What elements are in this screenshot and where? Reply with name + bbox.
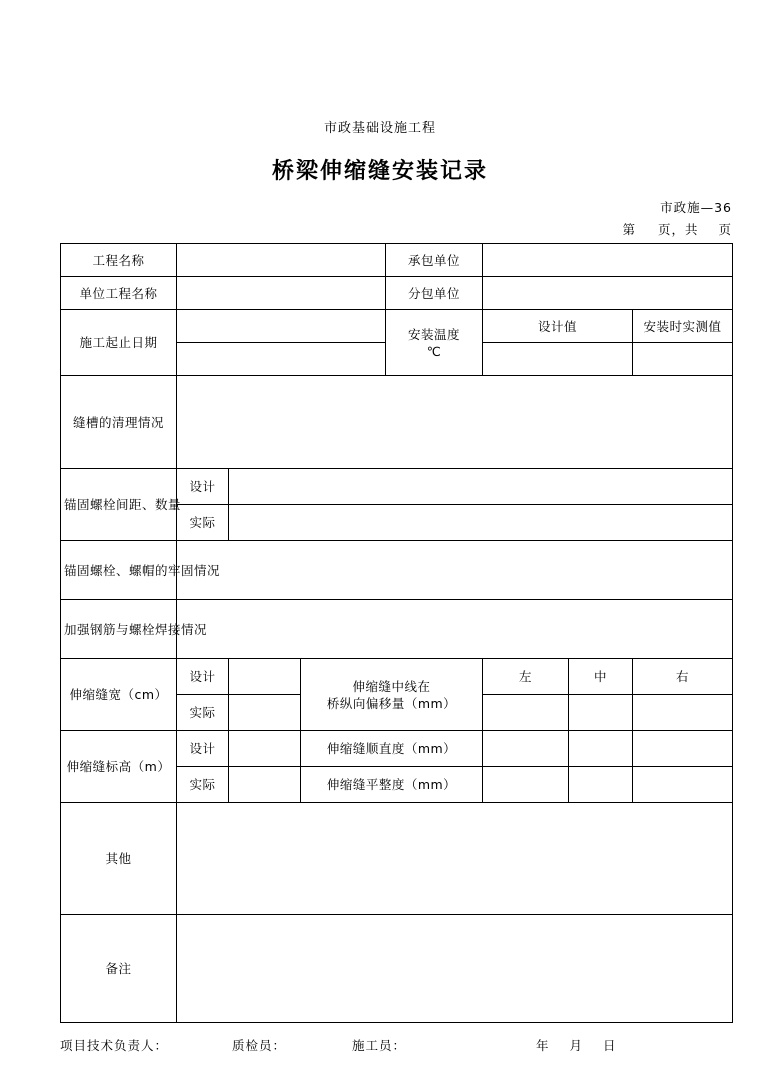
label-unit-project-name: 单位工程名称: [61, 277, 177, 310]
table-row-construction-dates-top: [61, 310, 733, 343]
document-header: [0, 120, 760, 187]
input-bolt-spacing-actual[interactable]: [229, 505, 733, 541]
form-code: 市政施—36: [660, 200, 732, 215]
label-joint-width-actual: 实际: [177, 695, 229, 731]
label-construction-dates: 施工起止日期: [61, 310, 177, 376]
table-row-rebar-welding: [61, 600, 733, 659]
input-straightness-right[interactable]: [633, 731, 733, 767]
footer-tech-lead[interactable]: 项目技术负责人：: [60, 1038, 169, 1053]
label-joint-elevation: 伸缩缝标高（m）: [61, 731, 177, 803]
label-subcontractor: 分包单位: [386, 277, 483, 310]
header-measured-value: 安装时实测值: [633, 310, 733, 343]
label-flatness: 伸缩缝平整度（mm）: [301, 767, 483, 803]
label-bolt-firmness: 锚固螺栓、螺帽的牢固情况: [61, 541, 177, 600]
input-measured-temperature[interactable]: [633, 343, 733, 376]
table-row-bolt-spacing-design: [61, 469, 733, 505]
footer-date-month: 月: [569, 1038, 584, 1053]
input-design-temperature[interactable]: [483, 343, 633, 376]
input-construction-dates-start[interactable]: [177, 310, 386, 343]
input-unit-project-name[interactable]: [177, 277, 386, 310]
table-row-other: [61, 803, 733, 915]
input-joint-elevation-design[interactable]: [229, 731, 301, 767]
label-bolt-spacing-design: 设计: [177, 469, 229, 505]
input-joint-elevation-actual[interactable]: [229, 767, 301, 803]
input-bolt-spacing-design[interactable]: [229, 469, 733, 505]
label-joint-width: 伸缩缝宽（cm）: [61, 659, 177, 731]
header-design-value: 设计值: [483, 310, 633, 343]
input-remark[interactable]: [177, 915, 733, 1023]
table-row-joint-elevation-design: [61, 731, 733, 767]
input-flatness-right[interactable]: [633, 767, 733, 803]
input-centerline-offset-right[interactable]: [633, 695, 733, 731]
table-row-joint-cleaning: [61, 376, 733, 469]
input-contractor[interactable]: [483, 244, 733, 277]
table-row-unit-project-name: [61, 277, 733, 310]
label-remark: 备注: [61, 915, 177, 1023]
input-straightness-left[interactable]: [483, 731, 569, 767]
input-straightness-mid[interactable]: [569, 731, 633, 767]
footer-date[interactable]: [536, 1036, 617, 1054]
label-centerline-offset: 伸缩缝中线在 桥纵向偏移量（mm）: [301, 659, 483, 731]
input-centerline-offset-mid[interactable]: [569, 695, 633, 731]
header-position-mid: 中: [569, 659, 633, 695]
page-counter-prefix: 第: [622, 222, 636, 237]
label-joint-elevation-actual: 实际: [177, 767, 229, 803]
label-contractor: 承包单位: [386, 244, 483, 277]
label-joint-elevation-design: 设计: [177, 731, 229, 767]
input-joint-width-actual[interactable]: [229, 695, 301, 731]
footer-constructor[interactable]: 施工员：: [352, 1038, 407, 1053]
input-other[interactable]: [177, 803, 733, 915]
header-position-left: 左: [483, 659, 569, 695]
input-rebar-welding[interactable]: [177, 600, 733, 659]
footer-date-year: 年: [536, 1038, 550, 1053]
table-row-project-name: [61, 244, 733, 277]
table-row-remark: [61, 915, 733, 1023]
label-joint-width-design: 设计: [177, 659, 229, 695]
page-counter-middle: 页，共: [657, 222, 699, 237]
label-bolt-spacing: 锚固螺栓间距、数量: [61, 469, 177, 541]
table-row-bolt-firmness: [61, 541, 733, 600]
page-title: 桥梁伸缩缝安装记录: [271, 159, 488, 184]
label-project-name: 工程名称: [61, 244, 177, 277]
bridge-expansion-joint-form: [60, 243, 733, 1023]
footer-inspector[interactable]: 质检员：: [232, 1038, 287, 1053]
label-joint-cleaning: 缝槽的清理情况: [61, 376, 177, 469]
input-construction-dates-end[interactable]: [177, 343, 386, 376]
label-install-temperature: 安装温度 ℃: [386, 310, 483, 376]
page-counter-suffix: 页: [718, 222, 732, 237]
input-centerline-offset-left[interactable]: [483, 695, 569, 731]
table-row-joint-width-design: [61, 659, 733, 695]
label-straightness: 伸缩缝顺直度（mm）: [301, 731, 483, 767]
footer-date-day: 日: [603, 1038, 617, 1053]
label-rebar-welding: 加强钢筋与螺栓焊接情况: [61, 600, 177, 659]
input-flatness-left[interactable]: [483, 767, 569, 803]
input-flatness-mid[interactable]: [569, 767, 633, 803]
input-joint-width-design[interactable]: [229, 659, 301, 695]
page-counter: [622, 220, 732, 238]
input-subcontractor[interactable]: [483, 277, 733, 310]
input-bolt-firmness[interactable]: [177, 541, 733, 600]
label-other: 其他: [61, 803, 177, 915]
input-project-name[interactable]: [177, 244, 386, 277]
label-bolt-spacing-actual: 实际: [177, 505, 229, 541]
document-subtitle: 市政基础设施工程: [323, 121, 436, 136]
header-position-right: 右: [633, 659, 733, 695]
input-joint-cleaning[interactable]: [177, 376, 733, 469]
